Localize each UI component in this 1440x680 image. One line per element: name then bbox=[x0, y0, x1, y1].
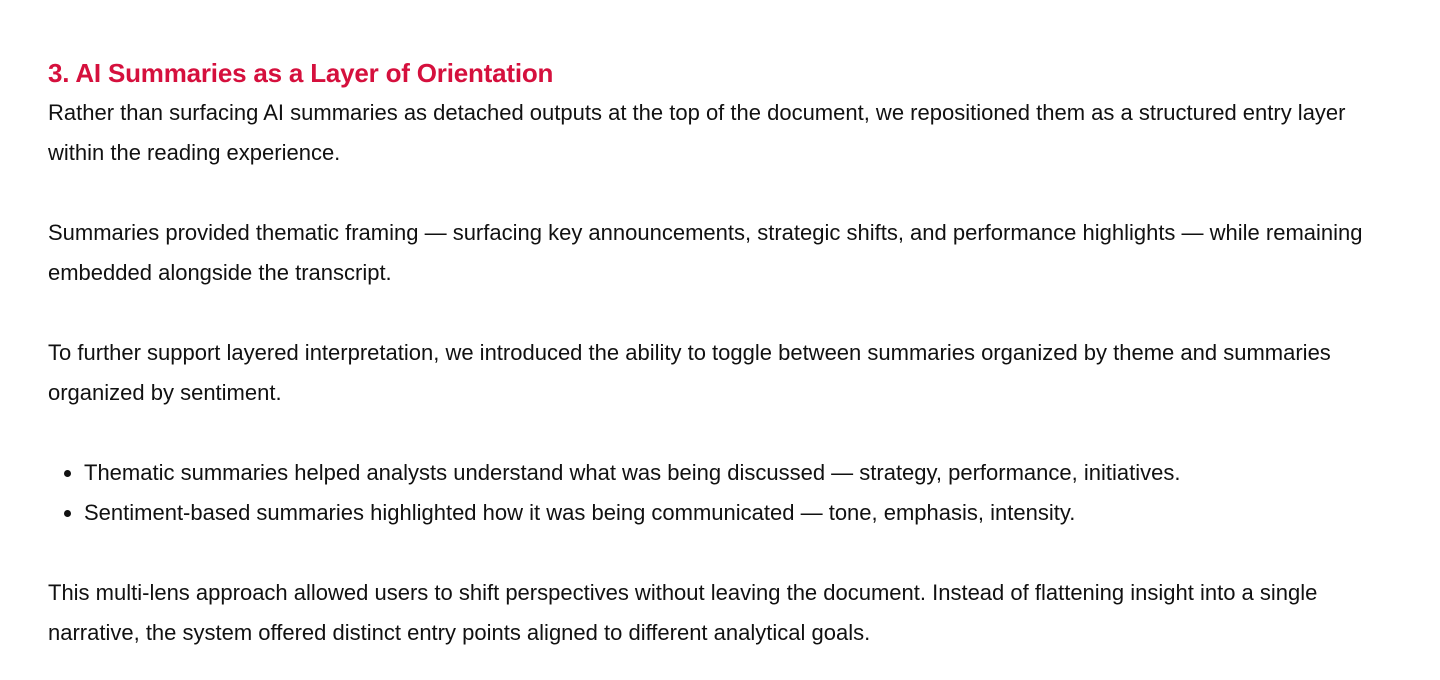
bullet-list bbox=[48, 453, 1392, 533]
list-item: • Thematic summaries helped analysts understand what was being discussed — strategy, performance, initiatives. bbox=[84, 453, 1392, 493]
paragraph-toggle: To further support layered interpretation, we introduced the ability to toggle between summaries organized by theme and summaries organized by sentiment. bbox=[48, 340, 1331, 405]
spacer bbox=[48, 533, 1392, 573]
paragraph-intro: Rather than surfacing AI summaries as detached outputs at the top of the document, we repositioned them as a structured entry layer within the reading experience. bbox=[48, 100, 1346, 165]
section-title: 3. AI Summaries as a Layer of Orientation bbox=[48, 58, 554, 88]
spacer bbox=[48, 413, 1392, 453]
spacer bbox=[48, 293, 1392, 333]
list-item: • Sentiment-based summaries highlighted how it was being communicated — tone, emphasis, intensity. bbox=[84, 493, 1392, 533]
paragraph-thematic-framing: Summaries provided thematic framing — surfacing key announcements, strategic shifts, and performance highlights — while remaining embedded alongside the transcript. bbox=[48, 220, 1363, 285]
spacer bbox=[48, 173, 1392, 213]
paragraph-closing: This multi-lens approach allowed users to shift perspectives without leaving the document. Instead of flattening insight into a single narrative, the system offered distinct entry points aligned to different analytical goals. bbox=[48, 580, 1318, 645]
